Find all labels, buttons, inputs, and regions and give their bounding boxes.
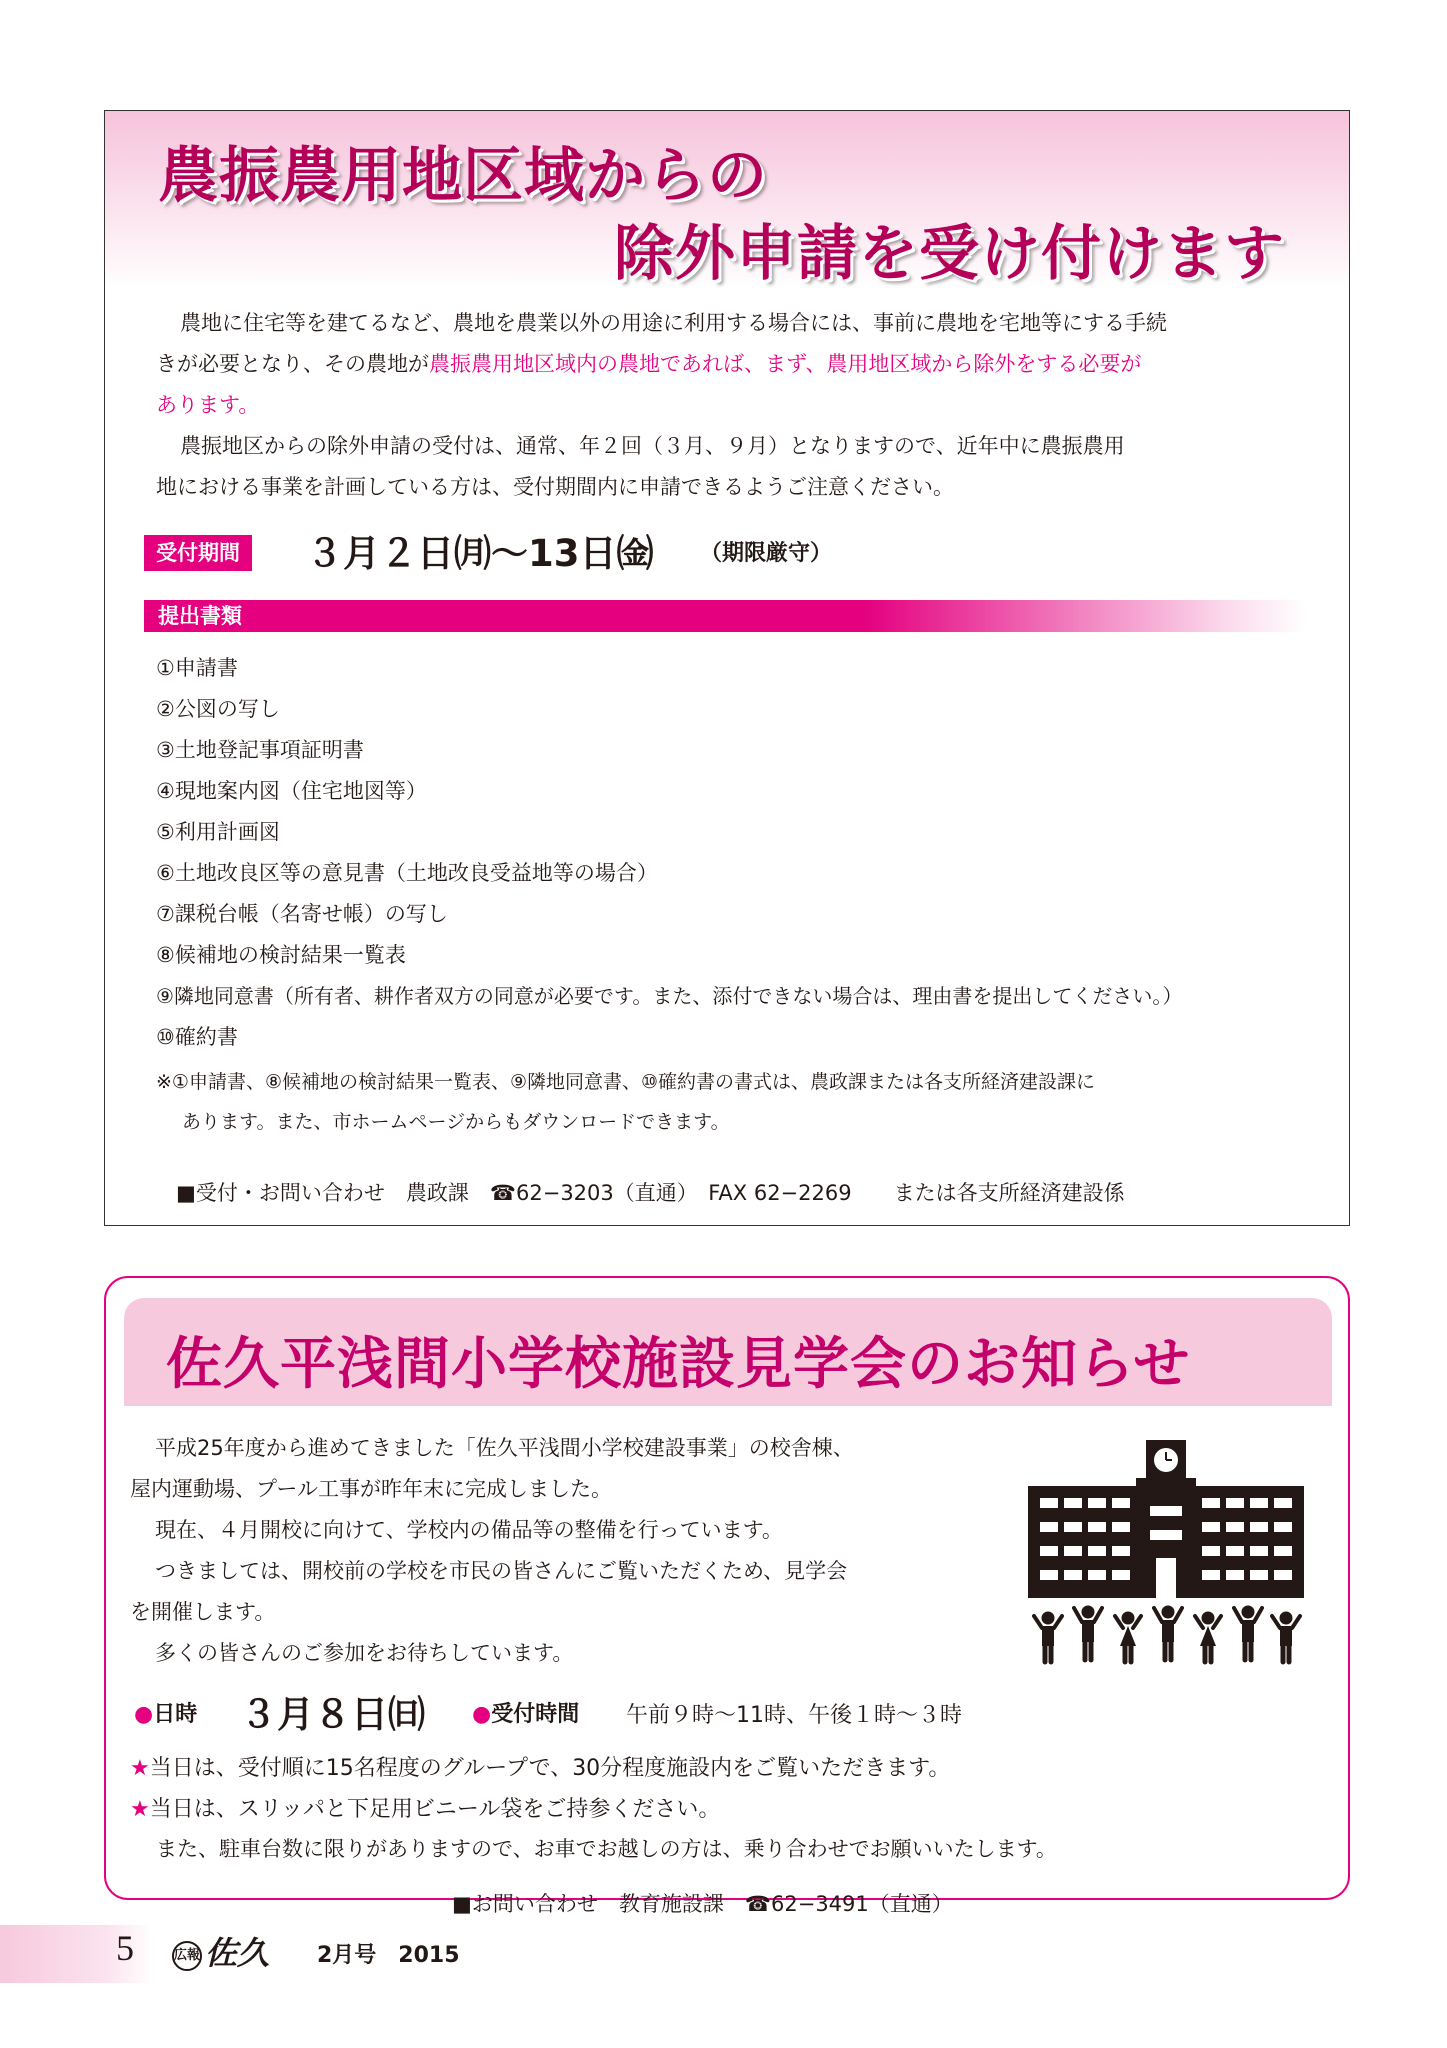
issue-label: 2月号 2015 [317, 1943, 460, 1968]
datetime-label-text: 日時 [153, 1702, 198, 1727]
list-item: ⑨隣地同意書（所有者、耕作者双方の同意が必要です。また、添付できない場合は、理由書を提出してください。） [156, 984, 1183, 1008]
star-icon: ★ [130, 1756, 150, 1781]
reception-label-text: 受付時間 [491, 1702, 580, 1727]
reception-value: 午前９時〜11時、午後１時〜３時 [626, 1703, 962, 1728]
reception-paragraph-line: 農振地区からの除外申請の受付は、通常、年２回（３月、９月）となりますので、近年中に農振農用 [180, 434, 1125, 458]
intro-paragraph-line [156, 344, 1141, 385]
list-item: ③土地登記事項証明書 [156, 738, 364, 762]
tour-paragraph-line: 平成25年度から進めてきました「佐久平浅間小学校建設事業」の校舎棟、 [155, 1436, 854, 1460]
page-number: 5 [116, 1928, 134, 1968]
period-label-tag: 受付期間 [144, 535, 252, 571]
intro-paragraph-line: 農地に住宅等を建てるなど、農地を農業以外の用途に利用する場合には、事前に農地を宅地等にする手続 [180, 311, 1167, 335]
documents-header-bar [144, 600, 1306, 632]
list-item: ⑤利用計画図 [156, 820, 280, 844]
forms-note-line: あります。また、市ホームページからもダウンロードできます。 [182, 1111, 730, 1133]
tour-paragraph-line: 屋内運動場、プール工事が昨年末に完成しました。 [130, 1477, 612, 1501]
intro-highlight: 農振農用地区域内の農地であれば、まず、農用地区域から除外をする必要が [429, 352, 1142, 376]
tour-paragraph-line: 多くの皆さんのご参加をお待ちしています。 [155, 1641, 574, 1665]
tour-note-text: 当日は、受付順に15名程度のグループで、30分程度施設内をご覧いただきます。 [149, 1756, 951, 1781]
datetime-label [134, 1697, 197, 1728]
tour-paragraph-line: つきましては、開校前の学校を市民の皆さんにご覧いただくため、見学会 [155, 1559, 848, 1583]
reception-label [472, 1697, 579, 1728]
list-item: ④現地案内図（住宅地図等） [156, 779, 427, 803]
tour-paragraph-line: を開催します。 [130, 1600, 276, 1624]
intro-highlight: あります。 [156, 393, 260, 417]
list-item: ⑩確約書 [156, 1025, 238, 1049]
tour-note [130, 1751, 950, 1782]
section2-contact: ■お問い合わせ 教育施設課 ☎62−3491（直通） [452, 1892, 953, 1916]
documents-list [156, 648, 1182, 1058]
list-item: ⑦課税台帳（名寄せ帳）の写し [156, 902, 448, 926]
school-building-with-people-icon [1018, 1426, 1318, 1676]
list-item: ②公図の写し [156, 697, 280, 721]
section1-title-line1: 農振農用地区域からの [158, 141, 768, 211]
forms-note-line: ※①申請書、⑧候補地の検討結果一覧表、⑨隣地同意書、⑩確約書の書式は、農政課または各支所経済建設課に [156, 1071, 1096, 1093]
list-item: ①申請書 [156, 656, 238, 680]
period-note: （期限厳守） [700, 541, 833, 566]
tour-paragraph-line: 現在、４月開校に向けて、学校内の備品等の整備を行っています。 [155, 1518, 783, 1542]
documents-label: 提出書類 [158, 604, 242, 628]
section1-title-line2: 除外申請を受け付けます [614, 219, 1285, 289]
tour-note-text: 当日は、スリッパと下足用ビニール袋をご持参ください。 [149, 1797, 721, 1822]
reception-paragraph-line: 地における事業を計画している方は、受付期間内に申請できるようご注意ください。 [156, 475, 954, 499]
tour-note: また、駐車台数に限りがありますので、お車でお越しの方は、乗り合わせでお願いいたします。 [156, 1837, 1057, 1861]
koho-badge: 広報 [172, 1941, 202, 1971]
period-value: ３月２日㈪〜13日㈮ [306, 532, 654, 575]
intro-text: きが必要となり、その農地が [156, 352, 429, 376]
bullet-icon: ● [472, 1702, 492, 1727]
list-item: ⑧候補地の検討結果一覧表 [156, 943, 406, 967]
star-icon: ★ [130, 1797, 150, 1822]
tour-note [130, 1792, 720, 1823]
magazine-logo: 佐久 [205, 1934, 270, 1972]
list-item: ⑥土地改良区等の意見書（土地改良受益地等の場合） [156, 861, 658, 885]
section1-contact: ■受付・お問い合わせ 農政課 ☎62−3203（直通） FAX 62−2269 または各支所経済建設係 [176, 1181, 1125, 1205]
bullet-icon: ● [134, 1702, 154, 1727]
datetime-value: ３月８日㈰ [240, 1693, 425, 1736]
section2-title: 佐久平浅間小学校施設見学会のお知らせ [166, 1332, 1191, 1397]
